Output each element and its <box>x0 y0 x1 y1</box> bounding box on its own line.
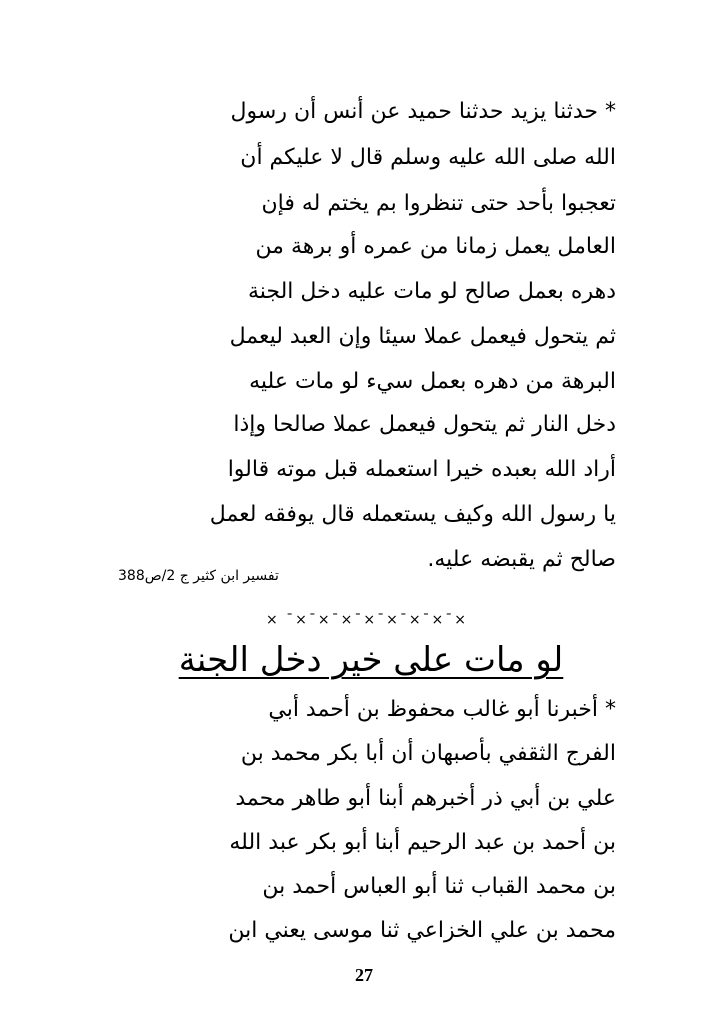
text-line: * حدثنا يزيد حدثنا حميد عن أنس أن رسول <box>230 99 616 124</box>
text-line: دهره بعمل صالح لو مات عليه دخل الجنة <box>247 279 616 304</box>
page-number: 27 <box>355 965 373 985</box>
text-line: أراد الله بعبده خيرا استعمله قبل موته قالوا <box>227 457 616 482</box>
text-line: علي بن أبي ذر أخبرهم أبنا أبو طاهر محمد <box>235 786 616 811</box>
text-line: العامل يعمل زمانا من عمره أو برهة من <box>255 234 616 259</box>
text-line: الفرج الثقفي بأصبهان أن أبا بكر محمد بن <box>240 741 616 766</box>
text-line: ثم يتحول فيعمل عملا سيئا وإن العبد ليعمل <box>229 324 616 349</box>
text-line: دخل النار ثم يتحول فيعمل عملا صالحا وإذا <box>233 412 616 437</box>
text-line: تعجبوا بأحد حتى تنظروا بم يختم له فإن <box>261 191 616 216</box>
text-line: البرهة من دهره بعمل سيء لو مات عليه <box>249 369 616 394</box>
text-line: بن محمد القباب ثنا أبو العباس أحمد بن <box>262 874 616 899</box>
text-line: بن أحمد بن عبد الرحيم أبنا أبو بكر عبد الله <box>229 830 616 855</box>
text-line: * أخبرنا أبو غالب محفوظ بن أحمد أبي <box>268 697 616 722</box>
text-line: محمد بن علي الخزاعي ثنا موسى يعني ابن <box>228 918 616 943</box>
source-citation: تفسير ابن كثير ج 2/ص388 <box>118 568 279 584</box>
section-heading: لو مات على خير دخل الجنة <box>178 640 564 680</box>
text-line: صالح ثم يقبضه عليه. <box>427 547 616 572</box>
text-line: الله صلى الله عليه وسلم قال لا عليكم أن <box>240 145 616 170</box>
section-divider: × ¯×¯×¯×¯×¯×¯×¯×¯× <box>265 612 469 628</box>
text-line: يا رسول الله وكيف يستعمله قال يوفقه لعمل <box>209 502 616 527</box>
